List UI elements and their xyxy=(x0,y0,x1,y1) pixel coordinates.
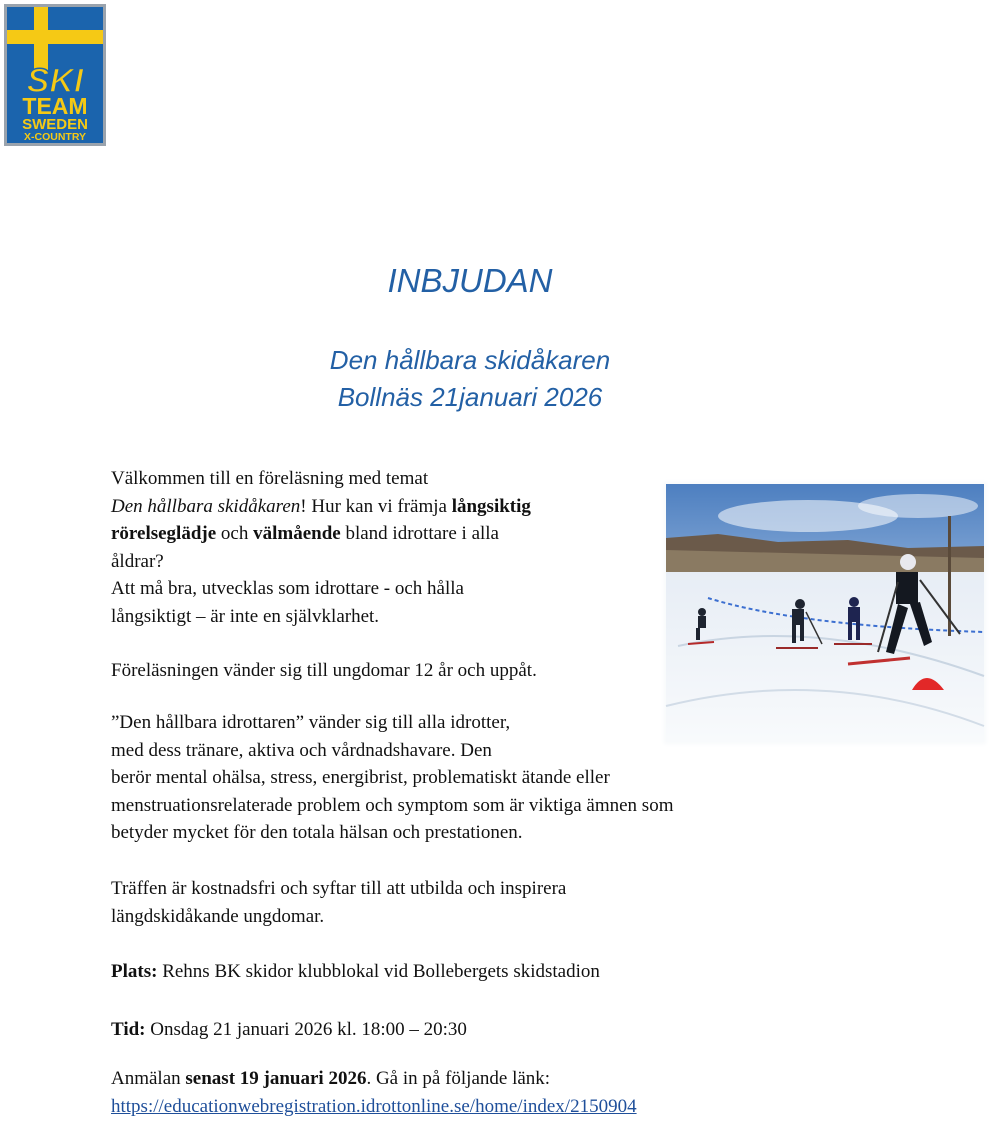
logo-sweden-text: SWEDEN xyxy=(22,116,88,133)
time-info xyxy=(111,1016,467,1044)
ski-team-sweden-logo xyxy=(4,4,106,146)
logo-xcountry-text: X-COUNTRY xyxy=(23,131,87,143)
logo-team-text: TEAM xyxy=(22,93,88,119)
time-label: Tid: xyxy=(111,1019,146,1040)
event-place-date: Bollnäs 21januari 2026 xyxy=(337,382,603,412)
place-value: Rehns BK skidor klubblokal vid Bollebergets skidstadion xyxy=(157,961,600,982)
place-info xyxy=(111,958,600,986)
event-subtitle: Den hållbara skidåkaren xyxy=(329,345,611,375)
skiers-photo xyxy=(658,476,992,750)
registration-info: Anmälan senast 19 januari 2026. Gå in på följande länk: https://educationwebregistration.idrottonline.se/home/index/2150904 xyxy=(111,1068,637,1117)
registration-link[interactable]: https://educationwebregistration.idrottonline.se/home/index/2150904 xyxy=(111,1095,637,1117)
logo-ski-text: SKI xyxy=(26,62,84,100)
description-paragraph: ”Den hållbara idrottaren” vänder sig till alla idrotter, med dess tränare, aktiva och vårdnadshavare. Den berör mental ohälsa, stress, energibrist, problematiskt ätande eller menstruationsrelaterade problem och symptom som är viktiga ämnen som betyder mycket för den totala hälsan och prestationen. xyxy=(111,712,674,843)
place-label: Plats: xyxy=(111,961,158,982)
intro-paragraph: Välkommen till en föreläsning med temat Den hållbara skidåkaren! Hur kan vi främja långsiktig rörelseglädje och välmående bland idrottare i alla åldrar? Att må bra, utvecklas som idrottare - och hålla långsiktigt – är inte en självklarhet. xyxy=(111,468,531,627)
time-value: Onsdag 21 januari 2026 kl. 18:00 – 20:30 xyxy=(145,1019,467,1040)
invitation-title: INBJUDAN xyxy=(387,262,553,299)
audience-text: Föreläsningen vänder sig till ungdomar 12 år och uppåt. xyxy=(111,660,537,681)
free-info-paragraph: Träffen är kostnadsfri och syftar till att utbilda och inspirera längdskidåkande ungdomar. xyxy=(111,878,567,927)
